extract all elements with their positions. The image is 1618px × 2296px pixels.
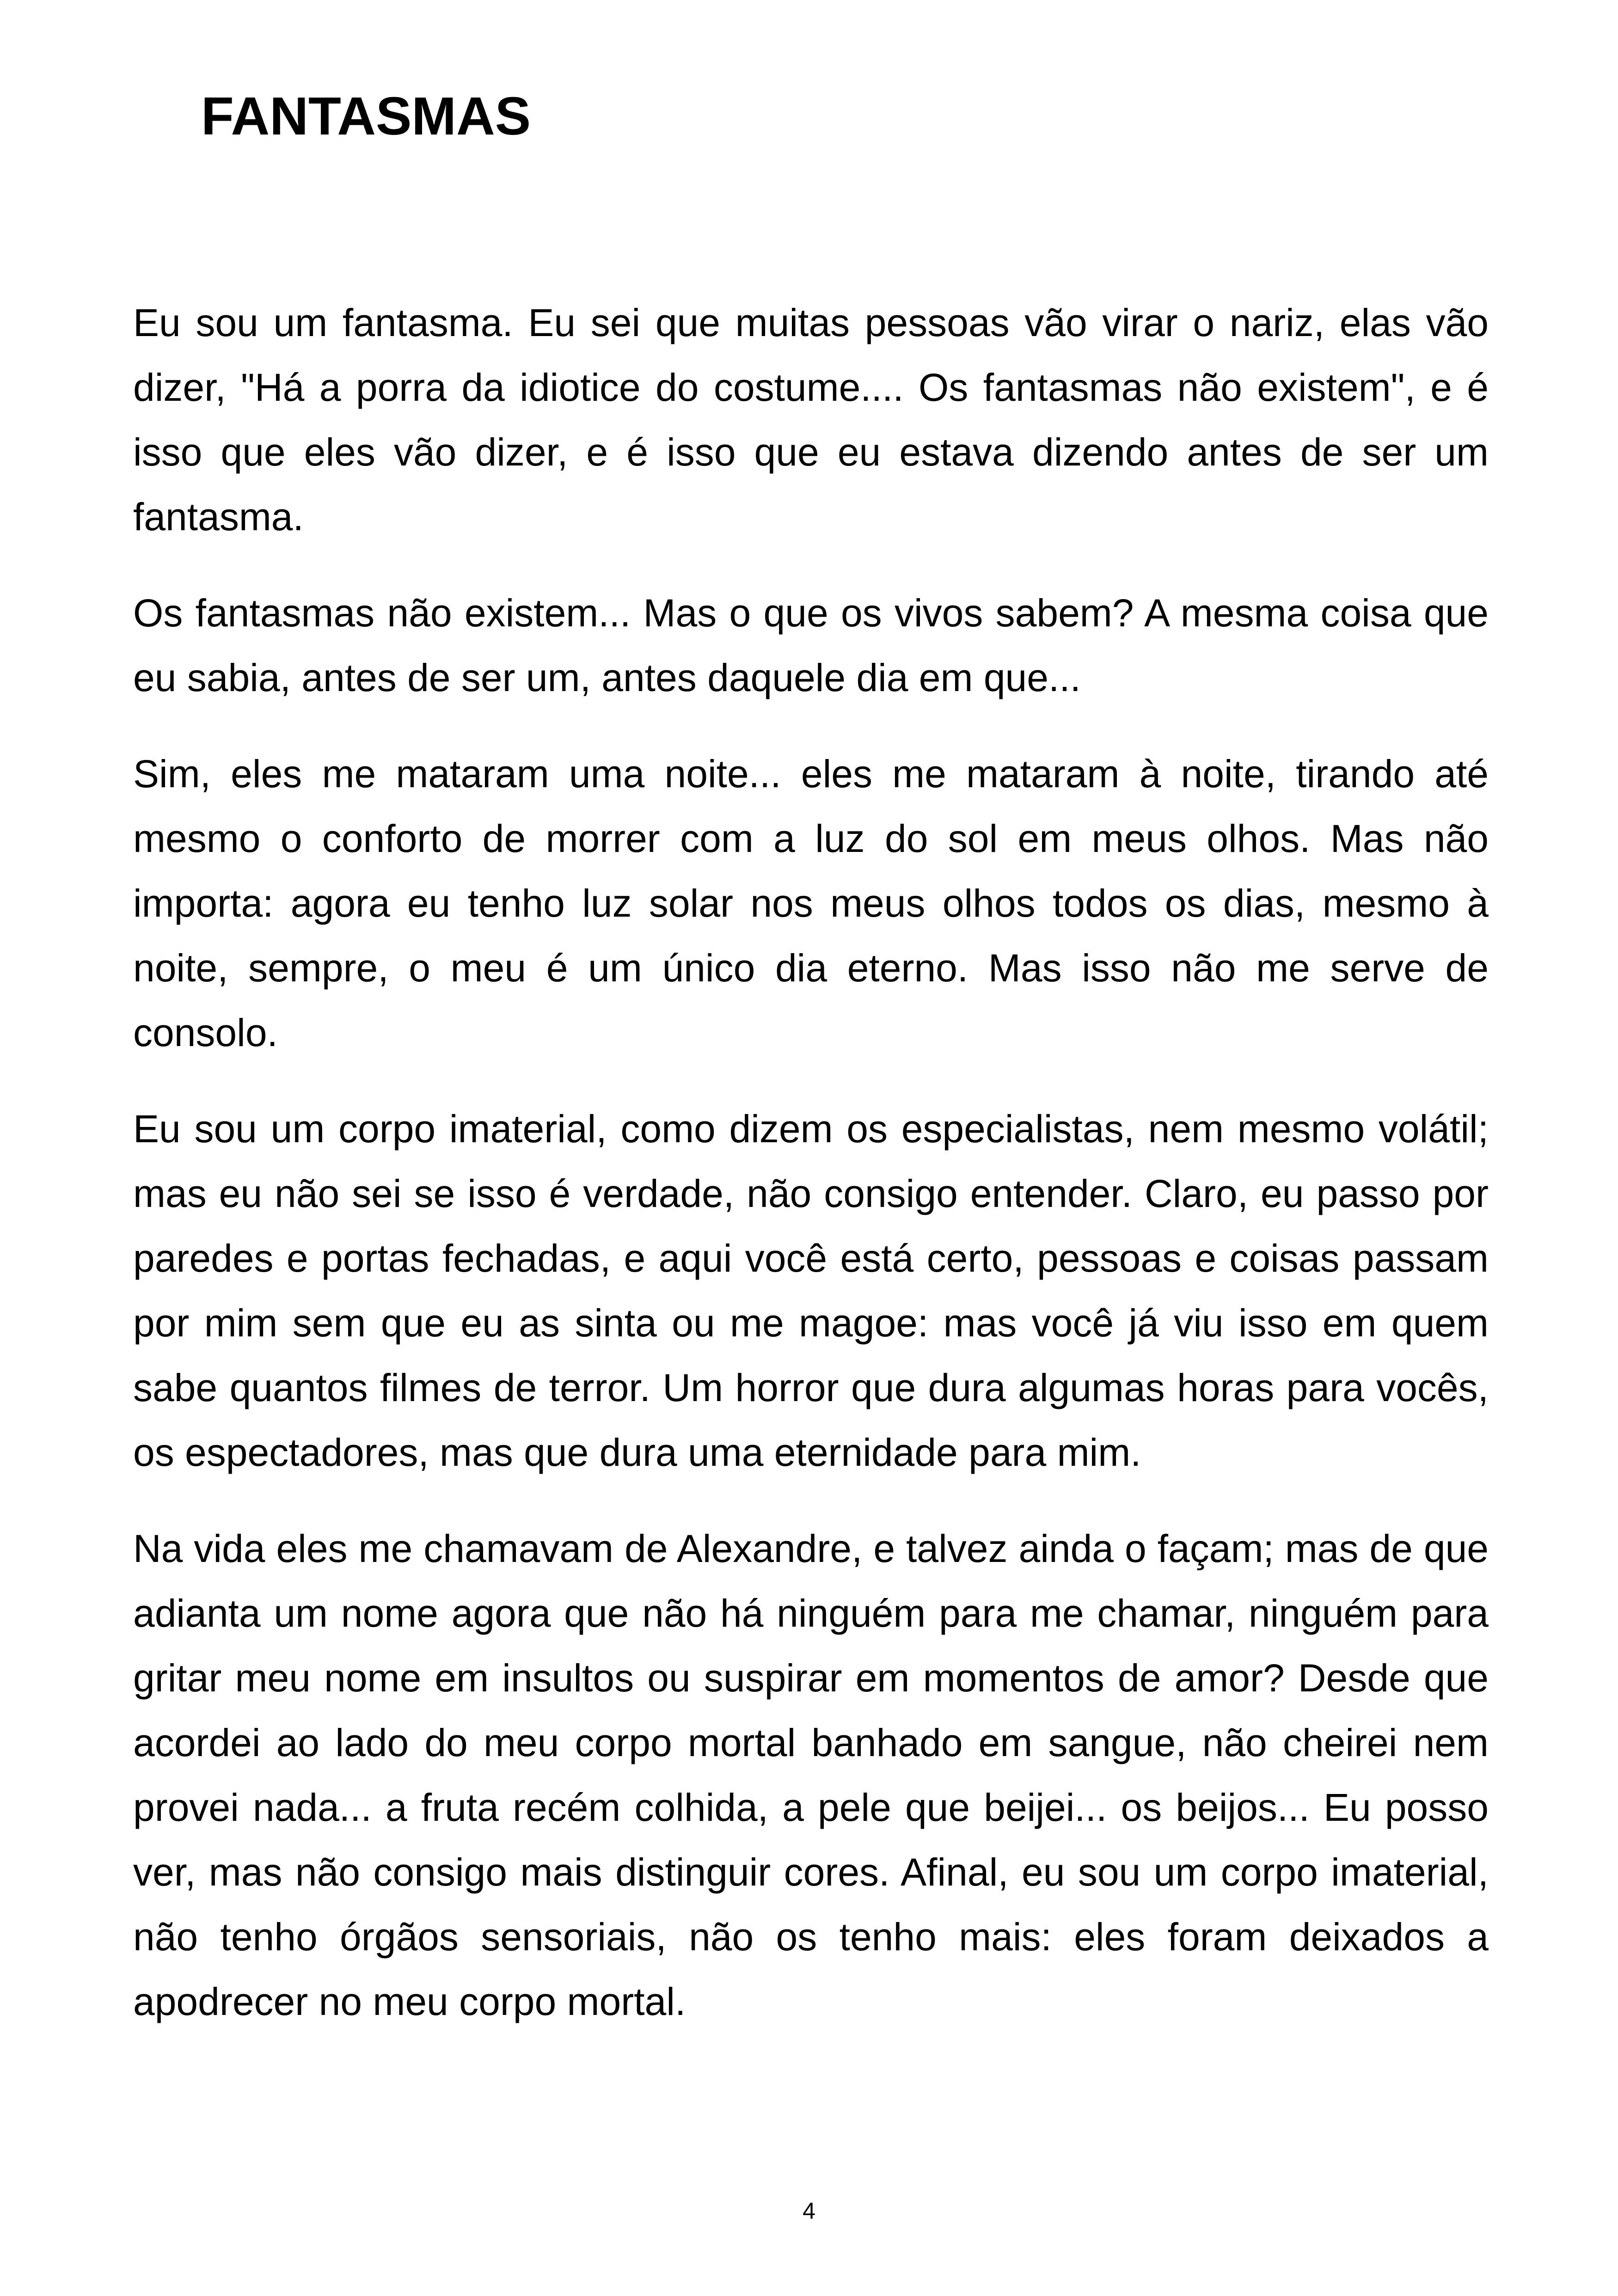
- page-title: FANTASMAS: [201, 86, 531, 146]
- body-text: [133, 290, 1489, 2065]
- paragraph: Na vida eles me chamavam de Alexandre, e talvez ainda o façam; mas de que adianta um nome agora que não há ninguém para me chamar, ninguém para gritar meu nome em insultos ou suspirar em momentos de amor? Desde que acordei ao lado do meu corpo mortal banhado em sangue, não cheirei nem provei nada... a fruta recém colhida, a pele que beijei... os beijos... Eu posso ver, mas não consigo mais distinguir cores. Afinal, eu sou um corpo imaterial, não tenho órgãos sensoriais, não os tenho mais: eles foram deixados a apodrecer no meu corpo mortal.: [133, 1527, 1489, 2023]
- paragraph: Sim, eles me mataram uma noite... eles me mataram à noite, tirando até mesmo o conforto de morrer com a luz do sol em meus olhos. Mas não importa: agora eu tenho luz solar nos meus olhos todos os dias, mesmo à noite, sempre, o meu é um único dia eterno. Mas isso não me serve de consolo.: [133, 752, 1489, 1054]
- paragraph: Eu sou um corpo imaterial, como dizem os especialistas, nem mesmo volátil; mas eu não sei se isso é verdade, não consigo entender. Claro, eu passo por paredes e portas fechadas, e aqui você está certo, pessoas e coisas passam por mim sem que eu as sinta ou me magoe: mas você já viu isso em quem sabe quantos filmes de terror. Um horror que dura algumas horas para vocês, os espectadores, mas que dura uma eternidade para mim.: [133, 1107, 1489, 1474]
- page-number: 4: [803, 2198, 815, 2224]
- paragraph: Eu sou um fantasma. Eu sei que muitas pessoas vão virar o nariz, elas vão dizer, "Há a porra da idiotice do costume.... Os fantasmas não existem", e é isso que eles vão dizer, e é isso que eu estava dizendo antes de ser um fantasma.: [133, 301, 1489, 539]
- paragraph: Os fantasmas não existem... Mas o que os vivos sabem? A mesma coisa que eu sabia, antes de ser um, antes daquele dia em que...: [133, 591, 1489, 699]
